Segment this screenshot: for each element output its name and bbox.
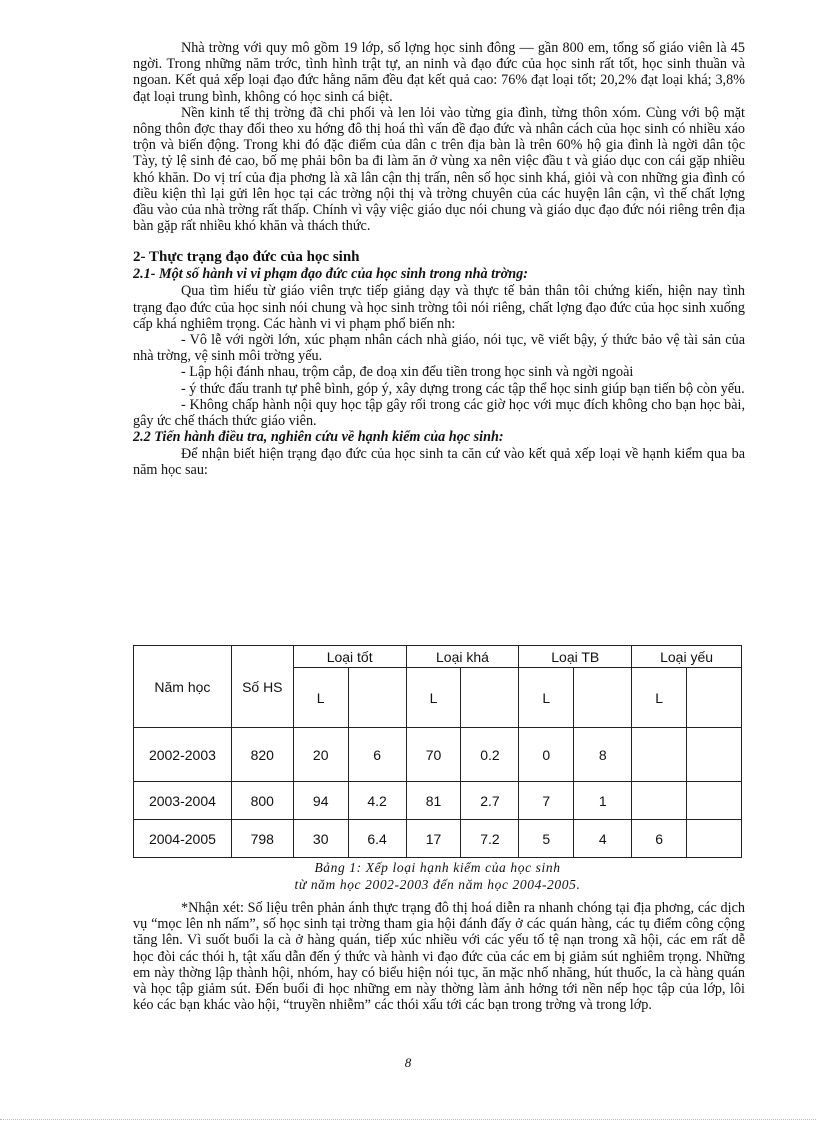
cell-value: 7.2 (461, 820, 519, 858)
violation-item: - ý thức đấu tranh tự phê bình, góp ý, xây dựng trong các tập thể học sinh giúp bạn tiến bộ còn yếu. (181, 380, 745, 397)
page-number: 8 (404, 1055, 412, 1070)
cell-value: 5 (519, 820, 574, 858)
sub-header-blank (461, 668, 519, 728)
cell-value: 17 (406, 820, 461, 858)
cell-value (687, 782, 742, 820)
intro-paragraph-1: Nhà trờng với quy mô gồm 19 lớp, số lợng học sinh đông — gần 800 em, tổng số giáo viên là 45 ngời. Trong những năm trớc, tình hình trật tự, an ninh và đạo đức của học sinh rất tốt, học sinh thuần và ngoan. Kết quả xếp loại đạo đức hằng năm đều đạt kết quả cao: 76% đạt loại tốt; 20,2% đạt loại khá; 3,8% đạt loại trung bình, không có học sinh cá biệt. (133, 40, 745, 105)
sub-header-l: L (406, 668, 461, 728)
header-good: Loại tốt (293, 646, 406, 668)
header-count: Số HS (231, 646, 293, 728)
conduct-table (133, 645, 742, 858)
cell-value (687, 820, 742, 858)
remark-block (133, 900, 745, 1013)
violation-item: - Không chấp hành nội quy học tập gây rối trong các giờ học với mục đích không cho bạn học bài, gây ức chế thách thức giáo viên. (133, 396, 745, 430)
cell-value: 2.7 (461, 782, 519, 820)
cell-year: 2003-2004 (134, 782, 232, 820)
cell-count: 820 (231, 728, 293, 782)
sub-header-blank (348, 668, 406, 728)
cell-count: 798 (231, 820, 293, 858)
sub-header-l: L (632, 668, 687, 728)
cell-value: 81 (406, 782, 461, 820)
header-year: Năm học (134, 646, 232, 728)
header-fair: Loại khá (406, 646, 519, 668)
cell-value: 8 (574, 728, 632, 782)
table-row (134, 782, 742, 820)
section-2-heading: 2- Thực trạng đạo đức của học sinh (133, 249, 360, 266)
subsection-2-2-heading: 2.2 Tiến hành điều tra, nghiên cứu về hạnh kiểm của học sinh: (133, 429, 504, 446)
violation-item: - Lập hội đánh nhau, trộm cắp, đe doạ xin đểu tiền trong học sinh và ngời ngoài (181, 364, 634, 381)
cell-value: 6 (348, 728, 406, 782)
header-weak: Loại yếu (632, 646, 742, 668)
cell-value: 70 (406, 728, 461, 782)
cell-year: 2004-2005 (134, 820, 232, 858)
cell-value: 0.2 (461, 728, 519, 782)
cell-value: 7 (519, 782, 574, 820)
page-divider (0, 1119, 816, 1120)
cell-value: 30 (293, 820, 348, 858)
table-row (134, 820, 742, 858)
cell-value: 6.4 (348, 820, 406, 858)
subsection-2-2-text: Để nhận biết hiện trạng đạo đức của học sinh ta căn cứ vào kết quả xếp loại về hạnh kiểm qua ba năm học sau: (133, 446, 745, 479)
header-average: Loại TB (519, 646, 632, 668)
cell-value: 6 (632, 820, 687, 858)
cell-value: 20 (293, 728, 348, 782)
sub-header-blank (687, 668, 742, 728)
table-caption-line-1: Bảng 1: Xếp loại hạnh kiểm của học sinh (314, 860, 561, 875)
sub-header-l: L (293, 668, 348, 728)
subsection-2-1-heading: 2.1- Một số hành vi vi phạm đạo đức của học sinh trong nhà trờng: (133, 266, 528, 283)
cell-value (687, 728, 742, 782)
violation-item: - Vô lễ với ngời lớn, xúc phạm nhân cách nhà giáo, nói tục, vẽ viết bậy, ý thức bảo vệ tài sản của nhà trờng, vệ sinh môi trờng yếu. (133, 332, 745, 365)
table-row (134, 728, 742, 782)
cell-value: 1 (574, 782, 632, 820)
cell-value (632, 728, 687, 782)
cell-year: 2002-2003 (134, 728, 232, 782)
cell-value: 94 (293, 782, 348, 820)
cell-value: 0 (519, 728, 574, 782)
table-caption-line-2: từ năm học 2002-2003 đến năm học 2004-2005. (294, 877, 581, 892)
cell-value: 4.2 (348, 782, 406, 820)
cell-value (632, 782, 687, 820)
subsection-2-1-text: Qua tìm hiểu từ giáo viên trực tiếp giảng dạy và thực tế bản thân tôi chứng kiến, hiện nay tình trạng đạo đức của học sinh nói chung và học sinh trờng tôi nói riêng, chất lợng đạo đức của học sinh xuống cấp khá nghiêm trọng. Các hành vi vi phạm phổ biến nh: (133, 283, 745, 332)
cell-count: 800 (231, 782, 293, 820)
remark-paragraph: *Nhận xét: Số liệu trên phản ánh thực trạng đô thị hoá diễn ra nhanh chóng tại địa phơng, các dịch vụ “mọc lên nh nấm”, số học sinh tại trờng tham gia hội đánh đấy ở các quán hàng, các tụ điểm công cộng tăng lên. Vì suốt buổi la cà ở hàng quán, tiếp xúc nhiều với các yếu tố tệ nạn trong xã hội, các em rất dễ học đòi các thói h, tật xấu dẫn đến ý thức và hành vi đạo đức của các em bị giảm sút nghiêm trọng. Những em này thờng lập thành hội, nhóm, hay có biểu hiện nói tục, ăn mặc nhố nhăng, hút thuốc, la cà hàng quán và học tập giảm sút. Đến buổi đi học những em này thờng làm ảnh hởng tới nền nếp học tập của lớp, lôi kéo các bạn khác vào hội, “truyền nhiễm” các thói xấu tới các bạn trong trờng và trong lớp. (133, 900, 745, 1014)
cell-value: 4 (574, 820, 632, 858)
sub-header-blank (574, 668, 632, 728)
document-body (133, 40, 745, 479)
sub-header-l: L (519, 668, 574, 728)
intro-paragraph-2: Nền kinh tế thị trờng đã chi phối và len lỏi vào từng gia đình, từng thôn xóm. Cùng với bộ mặt nông thôn đợc thay đổi theo xu hớng đô thị hoá thì vấn đề đạo đức và nhân cách của học sinh có nhiều xáo trộn và biến động. Trong khi đó đặc điểm của dân c trên địa bàn là trên 60% hộ gia đình là ngời dân tộc Tày, tỷ lệ sinh đẻ cao, bố mẹ phải bôn ba đi làm ăn ở vùng xa nên việc đầu t và giáo dục con cái gặp nhiều khó khăn. Do vị trí của địa phơng là xã lân cận thị trấn, nên số học sinh khá, giỏi và con những gia đình có điều kiện thì lại gửi lên học tại các trờng nội thị và trờng chuyên của các huyện lân cận, vì thế chất lợng đầu vào của nhà trờng rất thấp. Chính vì vậy việc giáo dục nói chung và giáo dục đạo đức nói riêng trên địa bàn gặp rất nhiều khó khăn và thách thức. (133, 104, 745, 235)
